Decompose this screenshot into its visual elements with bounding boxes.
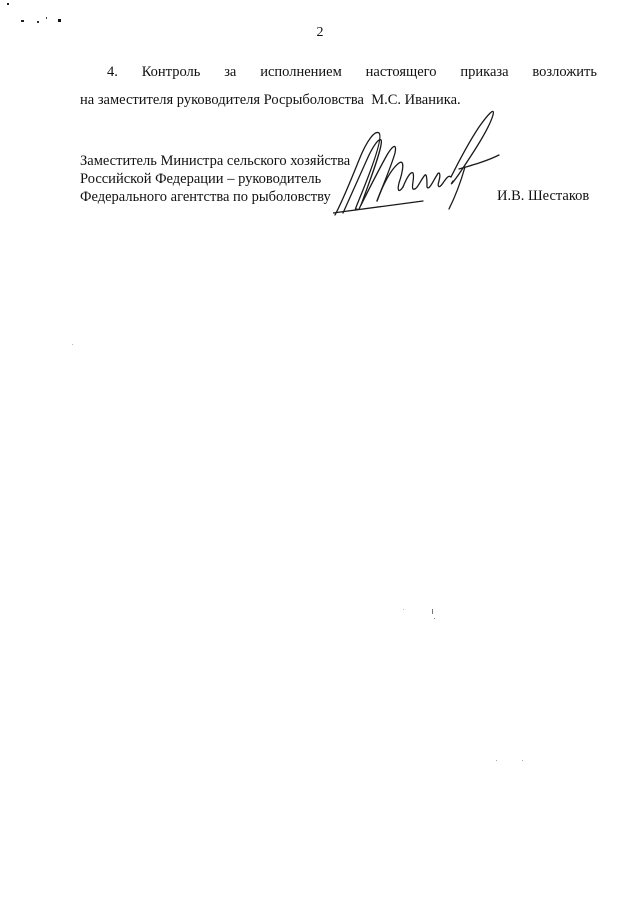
signatory-title-line: Федерального агентства по рыболовству xyxy=(80,189,331,206)
handwritten-signature xyxy=(333,105,503,220)
signatory-title xyxy=(80,152,350,206)
paragraph-word: за xyxy=(224,64,237,80)
signatory-name: И.В. Шестаков xyxy=(497,188,590,204)
signatory-title-line: Российской Федерации – руководитель xyxy=(80,171,322,188)
paragraph-word: приказа xyxy=(460,64,509,80)
paragraph-line-1 xyxy=(107,64,597,81)
paragraph-word: настоящего xyxy=(365,64,437,80)
paragraph-line-2: на заместителя руководителя Росрыболовства М.С. Иваника. xyxy=(80,92,461,108)
paragraph-word: возложить xyxy=(532,64,597,80)
page-number: 2 xyxy=(316,25,324,40)
signatory-title-line: Заместитель Министра сельского хозяйства xyxy=(80,153,351,169)
paragraph-word: Контроль xyxy=(141,64,201,80)
paragraph-word: 4. xyxy=(107,64,118,80)
paragraph-word: исполнением xyxy=(260,64,342,80)
